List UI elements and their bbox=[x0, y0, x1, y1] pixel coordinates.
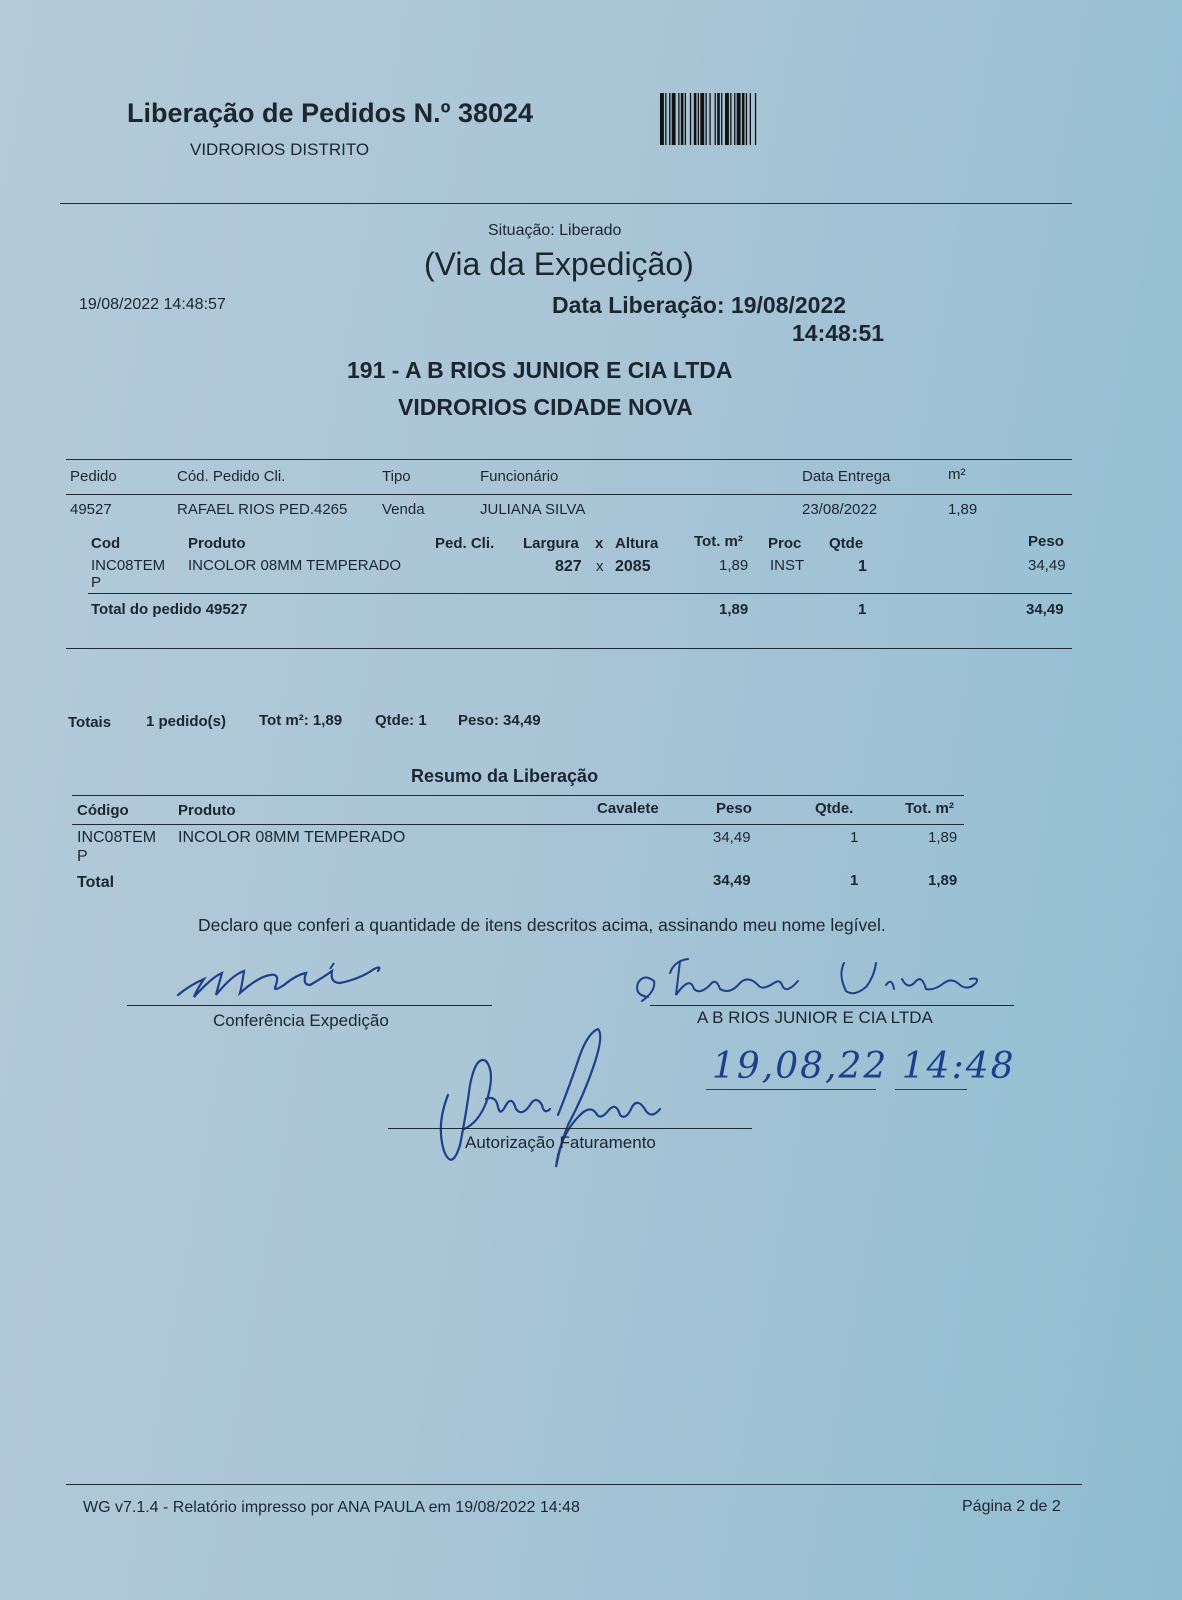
resumo-col-peso: Peso bbox=[716, 800, 752, 817]
order-total-peso: 34,49 bbox=[1026, 601, 1064, 618]
item-col-tot-m2: Tot. m² bbox=[694, 533, 743, 550]
item-tot-m2: 1,89 bbox=[719, 557, 749, 574]
item-col-proc: Proc bbox=[768, 535, 802, 552]
resumo-table-top bbox=[72, 795, 964, 796]
resumo-codigo-wrap: P bbox=[77, 848, 88, 865]
resumo-total-qtde: 1 bbox=[850, 872, 859, 889]
order-funcionario: JULIANA SILVA bbox=[480, 501, 586, 518]
resumo-title: Resumo da Liberação bbox=[411, 766, 599, 786]
item-cod: INC08TEM bbox=[91, 557, 166, 574]
item-col-largura: Largura bbox=[523, 535, 579, 552]
item-produto: INCOLOR 08MM TEMPERADO bbox=[188, 557, 402, 574]
order-tipo: Venda bbox=[382, 501, 425, 518]
header-divider bbox=[60, 203, 1072, 204]
col-cod-pedido-cli: Cód. Pedido Cli. bbox=[177, 468, 286, 485]
client-name: 191 - A B RIOS JUNIOR E CIA LTDA bbox=[347, 357, 733, 383]
order-cod-pedido-cli: RAFAEL RIOS PED.4265 bbox=[177, 501, 348, 518]
client-store: VIDRORIOS CIDADE NOVA bbox=[398, 394, 693, 420]
order-table-top bbox=[66, 459, 1072, 460]
totals-peso: Peso: 34,49 bbox=[458, 712, 541, 729]
status-text: Situação: Liberado bbox=[488, 222, 622, 239]
resumo-codigo: INC08TEM bbox=[77, 829, 157, 846]
resumo-col-codigo: Código bbox=[77, 802, 129, 819]
col-funcionario: Funcionário bbox=[480, 468, 559, 485]
order-m2: 1,89 bbox=[948, 501, 978, 518]
resumo-qtde: 1 bbox=[850, 829, 859, 846]
date-underline-2 bbox=[895, 1089, 967, 1090]
page-number: Página 2 de 2 bbox=[962, 1498, 1061, 1515]
resumo-total-peso: 34,49 bbox=[713, 872, 751, 889]
item-x: x bbox=[596, 558, 604, 575]
resumo-tot-m2: 1,89 bbox=[928, 829, 958, 846]
col-data-entrega: Data Entrega bbox=[802, 468, 891, 485]
col-tipo: Tipo bbox=[382, 468, 411, 485]
col-pedido: Pedido bbox=[70, 468, 117, 485]
item-col-produto: Produto bbox=[188, 535, 246, 552]
order-total-m2: 1,89 bbox=[719, 601, 749, 618]
barcode bbox=[660, 93, 840, 145]
order-total-label: Total do pedido 49527 bbox=[91, 601, 248, 618]
conferencia-label: Conferência Expedição bbox=[213, 1011, 389, 1030]
print-datetime: 19/08/2022 14:48:57 bbox=[79, 296, 226, 313]
resumo-col-cavalete: Cavalete bbox=[597, 800, 659, 817]
autorizacao-label: Autorização Faturamento bbox=[465, 1133, 656, 1152]
totals-label: Totais bbox=[68, 714, 112, 731]
item-qtde: 1 bbox=[858, 558, 867, 575]
issuer-company: VIDRORIOS DISTRITO bbox=[190, 140, 370, 159]
order-table-bottom bbox=[66, 648, 1072, 649]
resumo-produto: INCOLOR 08MM TEMPERADO bbox=[178, 829, 406, 846]
resumo-total-label: Total bbox=[77, 874, 115, 891]
order-data-entrega: 23/08/2022 bbox=[802, 501, 878, 518]
resumo-total-tot-m2: 1,89 bbox=[928, 872, 958, 889]
resumo-col-produto: Produto bbox=[178, 802, 236, 819]
item-cod-wrap: P bbox=[91, 574, 102, 591]
item-largura: 827 bbox=[555, 558, 582, 575]
order-total-qtde: 1 bbox=[858, 601, 867, 618]
signature-conferencia bbox=[160, 955, 400, 1005]
item-peso: 34,49 bbox=[1028, 557, 1066, 574]
totals-m2: Tot m²: 1,89 bbox=[259, 712, 343, 729]
order-header-divider bbox=[66, 494, 1072, 495]
totals-qtde: Qtde: 1 bbox=[375, 712, 427, 729]
item-col-ped-cli: Ped. Cli. bbox=[435, 535, 495, 552]
resumo-header-divider bbox=[72, 824, 964, 825]
date-underline-1 bbox=[706, 1089, 876, 1090]
resumo-col-tot-m2: Tot. m² bbox=[905, 800, 954, 817]
signature-client bbox=[630, 955, 1000, 1015]
item-col-x: x bbox=[595, 535, 604, 552]
item-col-peso: Peso bbox=[1028, 533, 1064, 550]
item-proc: INST bbox=[770, 557, 805, 574]
declaration-text: Declaro que conferi a quantidade de itens descritos acima, assinando meu nome legível. bbox=[198, 915, 886, 935]
copy-type: (Via da Expedição) bbox=[424, 246, 694, 282]
release-date: Data Liberação: 19/08/2022 bbox=[552, 292, 847, 318]
order-pedido: 49527 bbox=[70, 501, 112, 518]
document-title: Liberação de Pedidos N.º 38024 bbox=[127, 98, 534, 128]
release-time: 14:48:51 bbox=[792, 320, 885, 346]
client-signature-line bbox=[650, 1005, 1014, 1006]
item-col-altura: Altura bbox=[615, 535, 659, 552]
conferencia-line bbox=[127, 1005, 492, 1006]
handwritten-date: 19,08,22 14:48 bbox=[712, 1046, 1016, 1087]
footer-print-info: WG v7.1.4 - Relatório impresso por ANA PAULA em 19/08/2022 14:48 bbox=[83, 1499, 580, 1516]
client-signature-label: A B RIOS JUNIOR E CIA LTDA bbox=[697, 1008, 933, 1027]
item-col-cod: Cod bbox=[91, 535, 121, 552]
resumo-peso: 34,49 bbox=[713, 829, 751, 846]
footer-divider bbox=[66, 1484, 1082, 1485]
item-col-qtde: Qtde bbox=[829, 535, 864, 552]
autorizacao-line bbox=[388, 1128, 752, 1129]
resumo-col-qtde: Qtde. bbox=[815, 800, 854, 817]
item-altura: 2085 bbox=[615, 558, 651, 575]
totals-pedidos: 1 pedido(s) bbox=[146, 713, 227, 730]
order-total-divider bbox=[88, 593, 1072, 594]
col-m2: m² bbox=[948, 466, 966, 483]
